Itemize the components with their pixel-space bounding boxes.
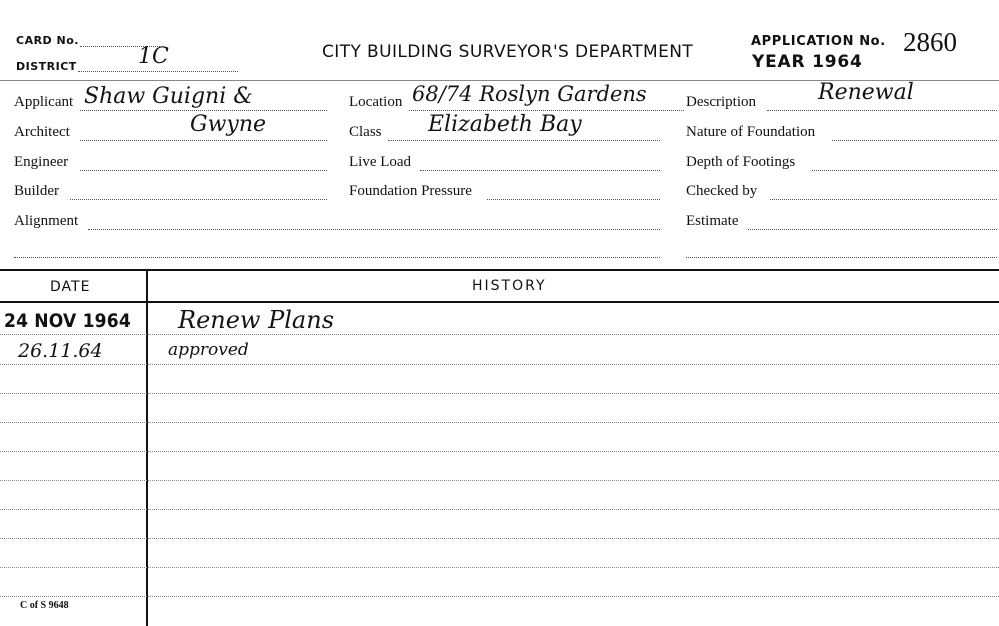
table-header-rule [0, 301, 999, 303]
ruled-line [0, 422, 999, 423]
extra-line-left [14, 257, 660, 258]
checked-by-line [770, 199, 997, 200]
application-number: 2860 [903, 27, 957, 57]
foundation-pressure-line [487, 199, 660, 200]
builder-line [70, 199, 327, 200]
location-line [409, 110, 684, 111]
table-top-rule [0, 269, 999, 271]
nature-of-foundation-line [832, 140, 997, 141]
engineer-line [80, 170, 327, 171]
alignment-label: Alignment [14, 213, 79, 229]
class-value: Elizabeth Bay [428, 112, 582, 137]
ruled-line [0, 334, 999, 335]
description-value: Renewal [818, 80, 914, 105]
ruled-line [0, 364, 999, 365]
ruled-line [0, 596, 999, 597]
live-load-label: Live Load [349, 154, 412, 170]
department-title: CITY BUILDING SURVEYOR'S DEPARTMENT [322, 42, 694, 62]
application-label: APPLICATION No. [751, 34, 886, 49]
description-line [767, 110, 997, 111]
ruled-line [0, 480, 999, 481]
table-row-2-date: 26.11.64 [18, 340, 103, 362]
ruled-line [0, 393, 999, 394]
table-column-divider [146, 271, 148, 626]
ruled-line [0, 451, 999, 452]
depth-of-footings-line [812, 170, 997, 171]
form-code: C of S 9648 [20, 600, 69, 611]
date-column-header: DATE [50, 279, 91, 295]
table-row-1-date: 24 NOV 1964 [4, 310, 131, 332]
foundation-pressure-label: Foundation Pressure [349, 183, 472, 199]
nature-of-foundation-label: Nature of Foundation [686, 124, 816, 140]
district-label: DISTRICT [16, 60, 77, 73]
applicant-label: Applicant [14, 94, 74, 110]
ruled-line [0, 567, 999, 568]
alignment-line [88, 229, 660, 230]
district-value: 1C [138, 44, 169, 69]
applicant-value: Shaw Guigni & [84, 84, 253, 109]
estimate-label: Estimate [686, 213, 739, 229]
year-label: YEAR 1964 [752, 52, 863, 72]
extra-line-right [686, 257, 997, 258]
table-row-2-history: approved [168, 340, 249, 360]
engineer-label: Engineer [14, 154, 69, 170]
card-no-label: CARD No. [16, 34, 79, 47]
applicant-line [80, 110, 327, 111]
history-column-header: HISTORY [472, 278, 547, 294]
description-label: Description [686, 94, 756, 110]
depth-of-footings-label: Depth of Footings [686, 154, 796, 170]
class-label: Class [349, 124, 382, 140]
architect-value: Gwyne [190, 112, 267, 137]
architect-label: Architect [14, 124, 70, 140]
checked-by-label: Checked by [686, 183, 758, 199]
builder-label: Builder [14, 183, 59, 199]
estimate-line [748, 229, 997, 230]
location-label: Location [349, 94, 403, 110]
table-row-1-history: Renew Plans [178, 306, 335, 334]
architect-line [80, 140, 327, 141]
ruled-line [0, 509, 999, 510]
ruled-line [0, 538, 999, 539]
district-line [78, 71, 238, 72]
location-value: 68/74 Roslyn Gardens [412, 82, 647, 106]
class-line [388, 140, 660, 141]
live-load-line [420, 170, 660, 171]
